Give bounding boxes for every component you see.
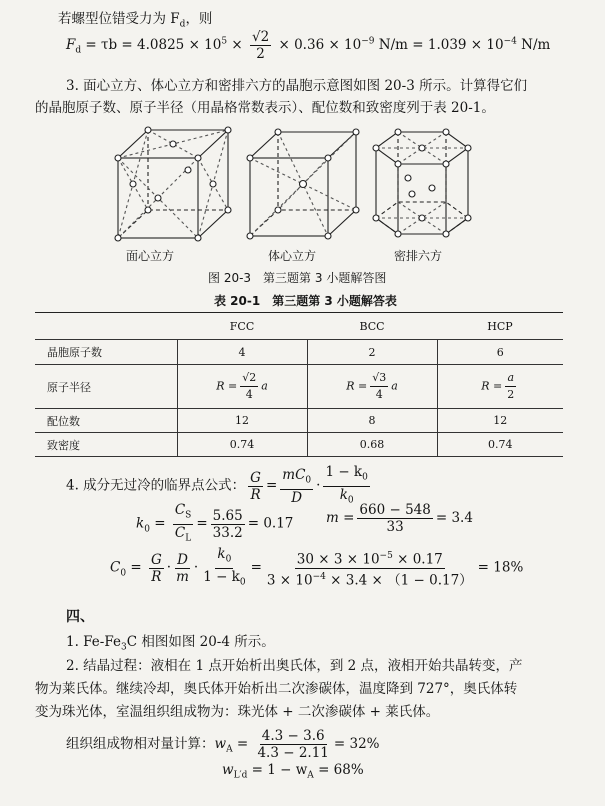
one-minus-k: 1 − k [325, 464, 363, 480]
fd-times: × [227, 37, 247, 53]
c0-result: = 18% [477, 559, 524, 576]
table-caption: 表 20-1 第三题第 3 小题解答表 [214, 294, 397, 308]
frac-den: 33 [386, 519, 404, 535]
q3-line1: 3. 面心立方、体心立方和密排六方的晶胞示意图如图 20-3 所示。计算得它们 [66, 78, 528, 94]
hcp-cell [373, 129, 471, 237]
k-text: k [339, 486, 348, 503]
cs-text: C [174, 502, 186, 518]
fcc-cell [115, 127, 231, 241]
intro-text: 若螺型位错受力为 F [58, 11, 180, 27]
c0-num-tail: × 0.17 [392, 551, 443, 568]
sub-zero: 0 [120, 568, 127, 579]
fd-exp4: −4 [503, 36, 517, 47]
wld-sub: L′d [233, 770, 248, 781]
cell-value: 2 [307, 340, 437, 365]
radius-a: a [391, 379, 398, 393]
intro-sub: d [179, 19, 186, 30]
fd-fraction [250, 30, 271, 61]
wld-rhs-sub: A [307, 770, 314, 781]
section-heading: 四、 [66, 609, 94, 625]
cell-value: 0.74 [437, 433, 563, 457]
one-minus-k: 1 − k [203, 568, 240, 585]
fd-equation [66, 30, 550, 61]
wld-lhs: w [222, 762, 234, 778]
cell-value: 12 [177, 409, 307, 433]
wa-lhs: w [214, 736, 227, 752]
radius-r: R = [481, 379, 503, 393]
sub-zero: 0 [225, 554, 232, 565]
s4-p2-line2: 物为莱氏体。继续冷却，奥氏体开始析出二次渗碳体，温度降到 727°，奥氏体转 [35, 681, 518, 697]
cell-label: 原子半径 [35, 365, 177, 409]
c0-den-tail: × 3.4 × （1 − 0.17） [325, 572, 473, 589]
cell-formula [177, 365, 307, 409]
frac-num: √2 [240, 371, 258, 387]
cl-text: C [174, 524, 186, 541]
cell-value: 12 [437, 409, 563, 433]
cell-value: 4 [177, 340, 307, 365]
frac-den: R [250, 486, 261, 503]
frac-num: G [250, 469, 261, 486]
wa-result: = 32% [333, 736, 380, 752]
wa-equation: 组织组成物相对量计算：$w_A$ = $\frac{4.3 - 3.6}{4.3 - 2.11}$ = 32% [66, 728, 380, 761]
wa-sub: A [226, 744, 233, 755]
k-text: k [217, 546, 226, 562]
wld-equation [222, 762, 364, 781]
q4-formula: 4. 成分无过冷的临界点公式： $\frac{G}{R}$ = $\frac{mC_0}{D}$ · $\frac{1 - k_0}{k_0}$ [66, 464, 368, 506]
c0-num-exp: −5 [379, 551, 393, 562]
p1-end: C 相图如图 20-4 所示。 [126, 634, 275, 650]
frac-num: √3 [370, 371, 388, 387]
label-hcp: 密排六方 [394, 249, 443, 263]
cell-label: 致密度 [35, 433, 177, 457]
header-bcc: BCC [307, 313, 437, 340]
sub-l: L [185, 533, 192, 544]
crystal-figure [0, 118, 605, 266]
k0-result: = 0.17 [247, 515, 294, 532]
header-fcc: FCC [177, 313, 307, 340]
wld-rhs: = 1 − w [247, 762, 308, 778]
frac-den: 4.3 − 2.11 [257, 745, 329, 761]
frac-num: 4.3 − 3.6 [261, 728, 325, 744]
sub-zero: 0 [305, 475, 312, 486]
intro-line [58, 7, 212, 30]
sub-s: S [185, 510, 192, 521]
s4-p2-line3: 变为珠光体，室温组织组成物为：珠光体 + 二次渗碳体 + 莱氏体。 [35, 704, 440, 720]
c0-lhs: C [110, 559, 121, 576]
m-equation [326, 503, 473, 534]
frac-num: 660 − 548 [359, 502, 431, 518]
c0-num: 30 × 3 × 10 [296, 551, 380, 568]
frac-den: 4 [245, 388, 253, 401]
m-result: = 3.4 [435, 510, 473, 526]
q4-intro: 4. 成分无过冷的临界点公式： [66, 477, 246, 494]
fd-lhs: F [66, 37, 76, 53]
table-row-radius [35, 365, 563, 409]
cell-value: 8 [307, 409, 437, 433]
p1-sub: 3 [120, 642, 127, 653]
label-bcc: 体心立方 [268, 249, 317, 263]
sub-zero: 0 [144, 524, 150, 535]
fd-exp5: 5 [221, 36, 228, 47]
fd-tail: × 0.36 × 10 [274, 37, 362, 53]
header-hcp: HCP [437, 313, 563, 340]
bcc-cell [247, 129, 359, 239]
calc-intro: 组织组成物相对量计算： [66, 736, 215, 752]
frac-num: a [505, 371, 516, 387]
frac-den: m [176, 568, 189, 585]
c0-den-exp: −4 [312, 571, 326, 582]
s4-p2-line1: 2. 结晶过程：液相在 1 点开始析出奥氏体，到 2 点，液相开始共晶转变，产 [66, 658, 523, 674]
radius-a: a [261, 379, 268, 393]
fd-result: N/m = 1.039 × 10 [374, 37, 504, 53]
frac-num: D [177, 551, 188, 568]
table-header-row [35, 313, 563, 340]
c0-equation: $C_0$ = $\frac{G}{R}$ · $\frac{D}{m}$ · $\frac{k_0}{1 - k_0}$ = $\frac{30 \times 3 \times 10^{-5} \times 0.17}{3 \times 10^{-4} \times 3.4 \times (1 - 0.17)}$ = 18% [110, 546, 524, 589]
fd-lhs-sub: d [75, 45, 82, 56]
frac-den: 33.2 [212, 524, 243, 541]
cell-formula [437, 365, 563, 409]
cell-formula [307, 365, 437, 409]
lattice-table [35, 312, 563, 457]
mc-text: mC [282, 466, 306, 483]
radius-r: R = [216, 379, 238, 393]
k0-equation: $k_0$ = $\frac{C_S}{C_L}$ = $\frac{5.65}{33.2}$ = 0.17 [136, 502, 294, 544]
fd-exp9: −9 [361, 36, 375, 47]
radius-r: R = [346, 379, 368, 393]
q3-line2: 的晶胞原子数、原子半径（用晶格常数表示）、配位数和致密度列于表 20-1。 [35, 100, 495, 116]
sub-zero: 0 [362, 472, 368, 483]
cell-value: 6 [437, 340, 563, 365]
fd-unit: N/m [516, 37, 551, 53]
cell-label: 晶胞原子数 [35, 340, 177, 365]
header-blank [35, 313, 177, 340]
fd-frac-num: √2 [252, 29, 270, 45]
m-lhs: m = [326, 510, 355, 526]
table-row-cn [35, 409, 563, 433]
wld-result: = 68% [313, 762, 364, 778]
frac-num: 5.65 [212, 507, 243, 524]
intro-end: ，则 [185, 11, 213, 27]
figure-caption: 图 20-3 第三题第 3 小题解答图 [208, 271, 387, 285]
frac-den: R [151, 568, 162, 585]
sub-zero: 0 [239, 577, 246, 588]
frac-den: 4 [375, 388, 383, 401]
fd-frac-den: 2 [256, 46, 265, 62]
frac-den: D [291, 489, 303, 506]
k0-lhs: k [136, 515, 145, 532]
p1-text: 1. Fe-Fe [66, 634, 121, 650]
label-fcc: 面心立方 [126, 249, 175, 263]
cell-label: 配位数 [35, 409, 177, 433]
table-row-atoms [35, 340, 563, 365]
c0-den: 3 × 10 [266, 572, 313, 589]
cell-value: 0.74 [177, 433, 307, 457]
cell-value: 0.68 [307, 433, 437, 457]
fd-mid: = τb = 4.0825 × 10 [81, 37, 222, 53]
table-row-apf [35, 433, 563, 457]
frac-den: 2 [507, 388, 515, 401]
frac-num: G [150, 551, 162, 568]
sub-zero: 0 [347, 495, 354, 506]
s4-p1 [66, 630, 275, 653]
